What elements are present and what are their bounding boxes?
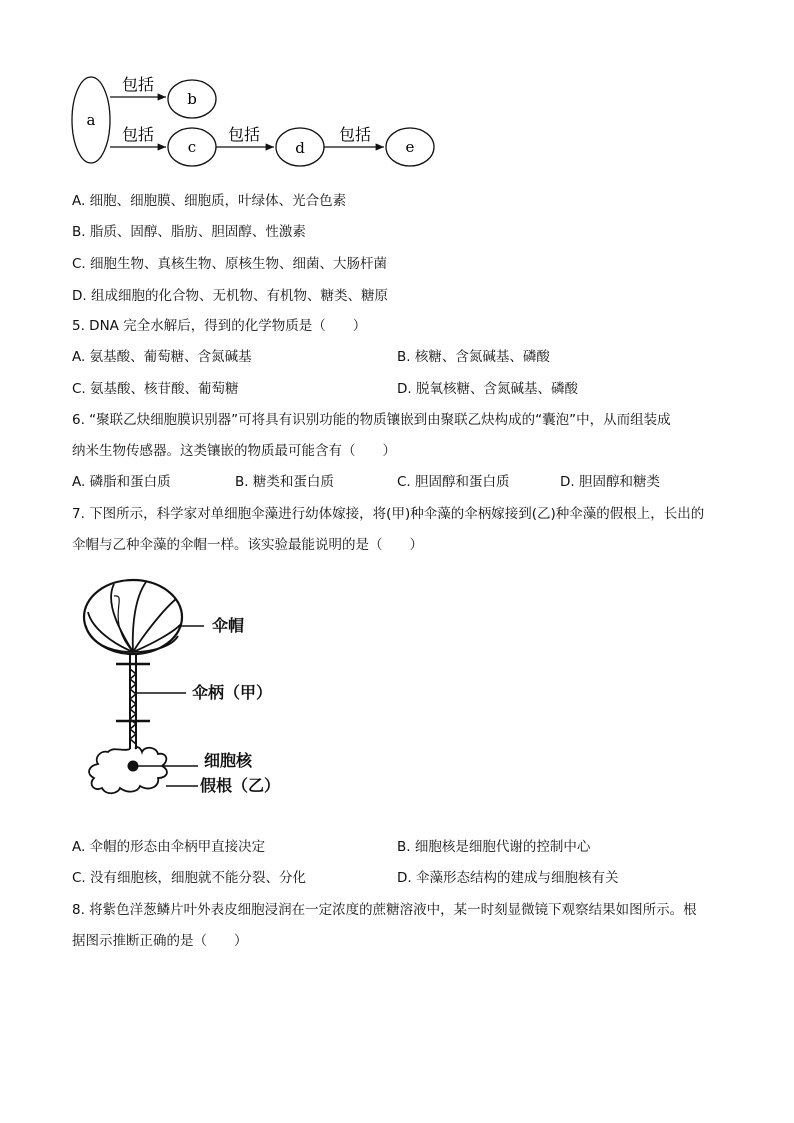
figure-label-rhizoid: 假根（乙） (200, 776, 281, 795)
figure-label-stalk: 伞柄（甲） (192, 683, 273, 702)
q6-stem-line1: 6. “聚联乙炔细胞膜识别器”可将具有识别功能的物质镶嵌到由聚联乙炔构成的“囊泡”中，从而组装成 (72, 412, 671, 428)
stalk-drawing (116, 654, 150, 749)
q7-stem-line2: 伞帽与乙种伞藻的伞帽一样。该实验最能说明的是（ ） (72, 537, 423, 553)
nucleus-dot (128, 761, 139, 772)
q6-option-d: D. 胆固醇和糖类 (560, 474, 660, 490)
node-a-label: a (86, 111, 96, 129)
q4-option-a: A. 细胞、细胞膜、细胞质，叶绿体、光合色素 (72, 193, 347, 209)
node-c-label: c (187, 138, 197, 156)
figure-label-nucleus: 细胞核 (204, 751, 253, 770)
q6-stem-line2: 纳米生物传感器。这类镶嵌的物质最可能含有（ ） (72, 443, 396, 459)
figure-label-cap: 伞帽 (212, 616, 245, 635)
edge-a-c-label: 包括 (121, 125, 155, 144)
q5-stem: 5. DNA 完全水解后，得到的化学物质是（ ） (72, 318, 367, 334)
q4-option-b: B. 脂质、固醇、脂肪、胆固醇、性激素 (72, 224, 306, 240)
q5-option-a: A. 氨基酸、葡萄糖、含氮碱基 (72, 349, 252, 365)
edge-c-d-label: 包括 (227, 125, 261, 144)
q6-option-a: A. 磷脂和蛋白质 (72, 474, 171, 490)
q7-option-b: B. 细胞核是细胞代谢的控制中心 (397, 839, 591, 855)
q7-option-a: A. 伞帽的形态由伞柄甲直接决定 (72, 839, 266, 855)
cap-drawing (84, 580, 182, 654)
edge-d-e-label: 包括 (338, 125, 372, 144)
edge-a-b-label: 包括 (121, 75, 155, 94)
q7-stem-line1: 7. 下图所示，科学家对单细胞伞藻进行幼体嫁接，将(甲)种伞藻的伞柄嫁接到(乙)种伞藻的假根上，长出的 (72, 506, 705, 522)
q5-option-b: B. 核糖、含氮碱基、磷酸 (397, 349, 550, 365)
q7-option-c: C. 没有细胞核，细胞就不能分裂、分化 (72, 870, 307, 886)
q6-option-b: B. 糖类和蛋白质 (235, 474, 334, 490)
concept-diagram (60, 68, 460, 178)
q8-stem-line1: 8. 将紫色洋葱鳞片叶外表皮细胞浸润在一定浓度的蔗糖溶液中，某一时刻显微镜下观察结果如图所示。根 (72, 902, 697, 918)
node-e-label: e (405, 138, 415, 156)
q8-stem-line2: 据图示推断正确的是（ ） (72, 933, 248, 949)
node-d-label: d (295, 139, 305, 157)
q7-option-d: D. 伞藻形态结构的建成与细胞核有关 (397, 870, 619, 886)
rhizoid-drawing (89, 747, 167, 793)
q6-option-c: C. 胆固醇和蛋白质 (397, 474, 510, 490)
node-b-label: b (187, 90, 197, 108)
q5-option-c: C. 氨基酸、核苷酸、葡萄糖 (72, 381, 239, 397)
q5-option-d: D. 脱氧核糖、含氮碱基、磷酸 (397, 381, 578, 397)
q4-option-d: D. 组成细胞的化合物、无机物、有机物、糖类、糖原 (72, 288, 388, 304)
q4-option-c: C. 细胞生物、真核生物、原核生物、细菌、大肠杆菌 (72, 256, 388, 272)
